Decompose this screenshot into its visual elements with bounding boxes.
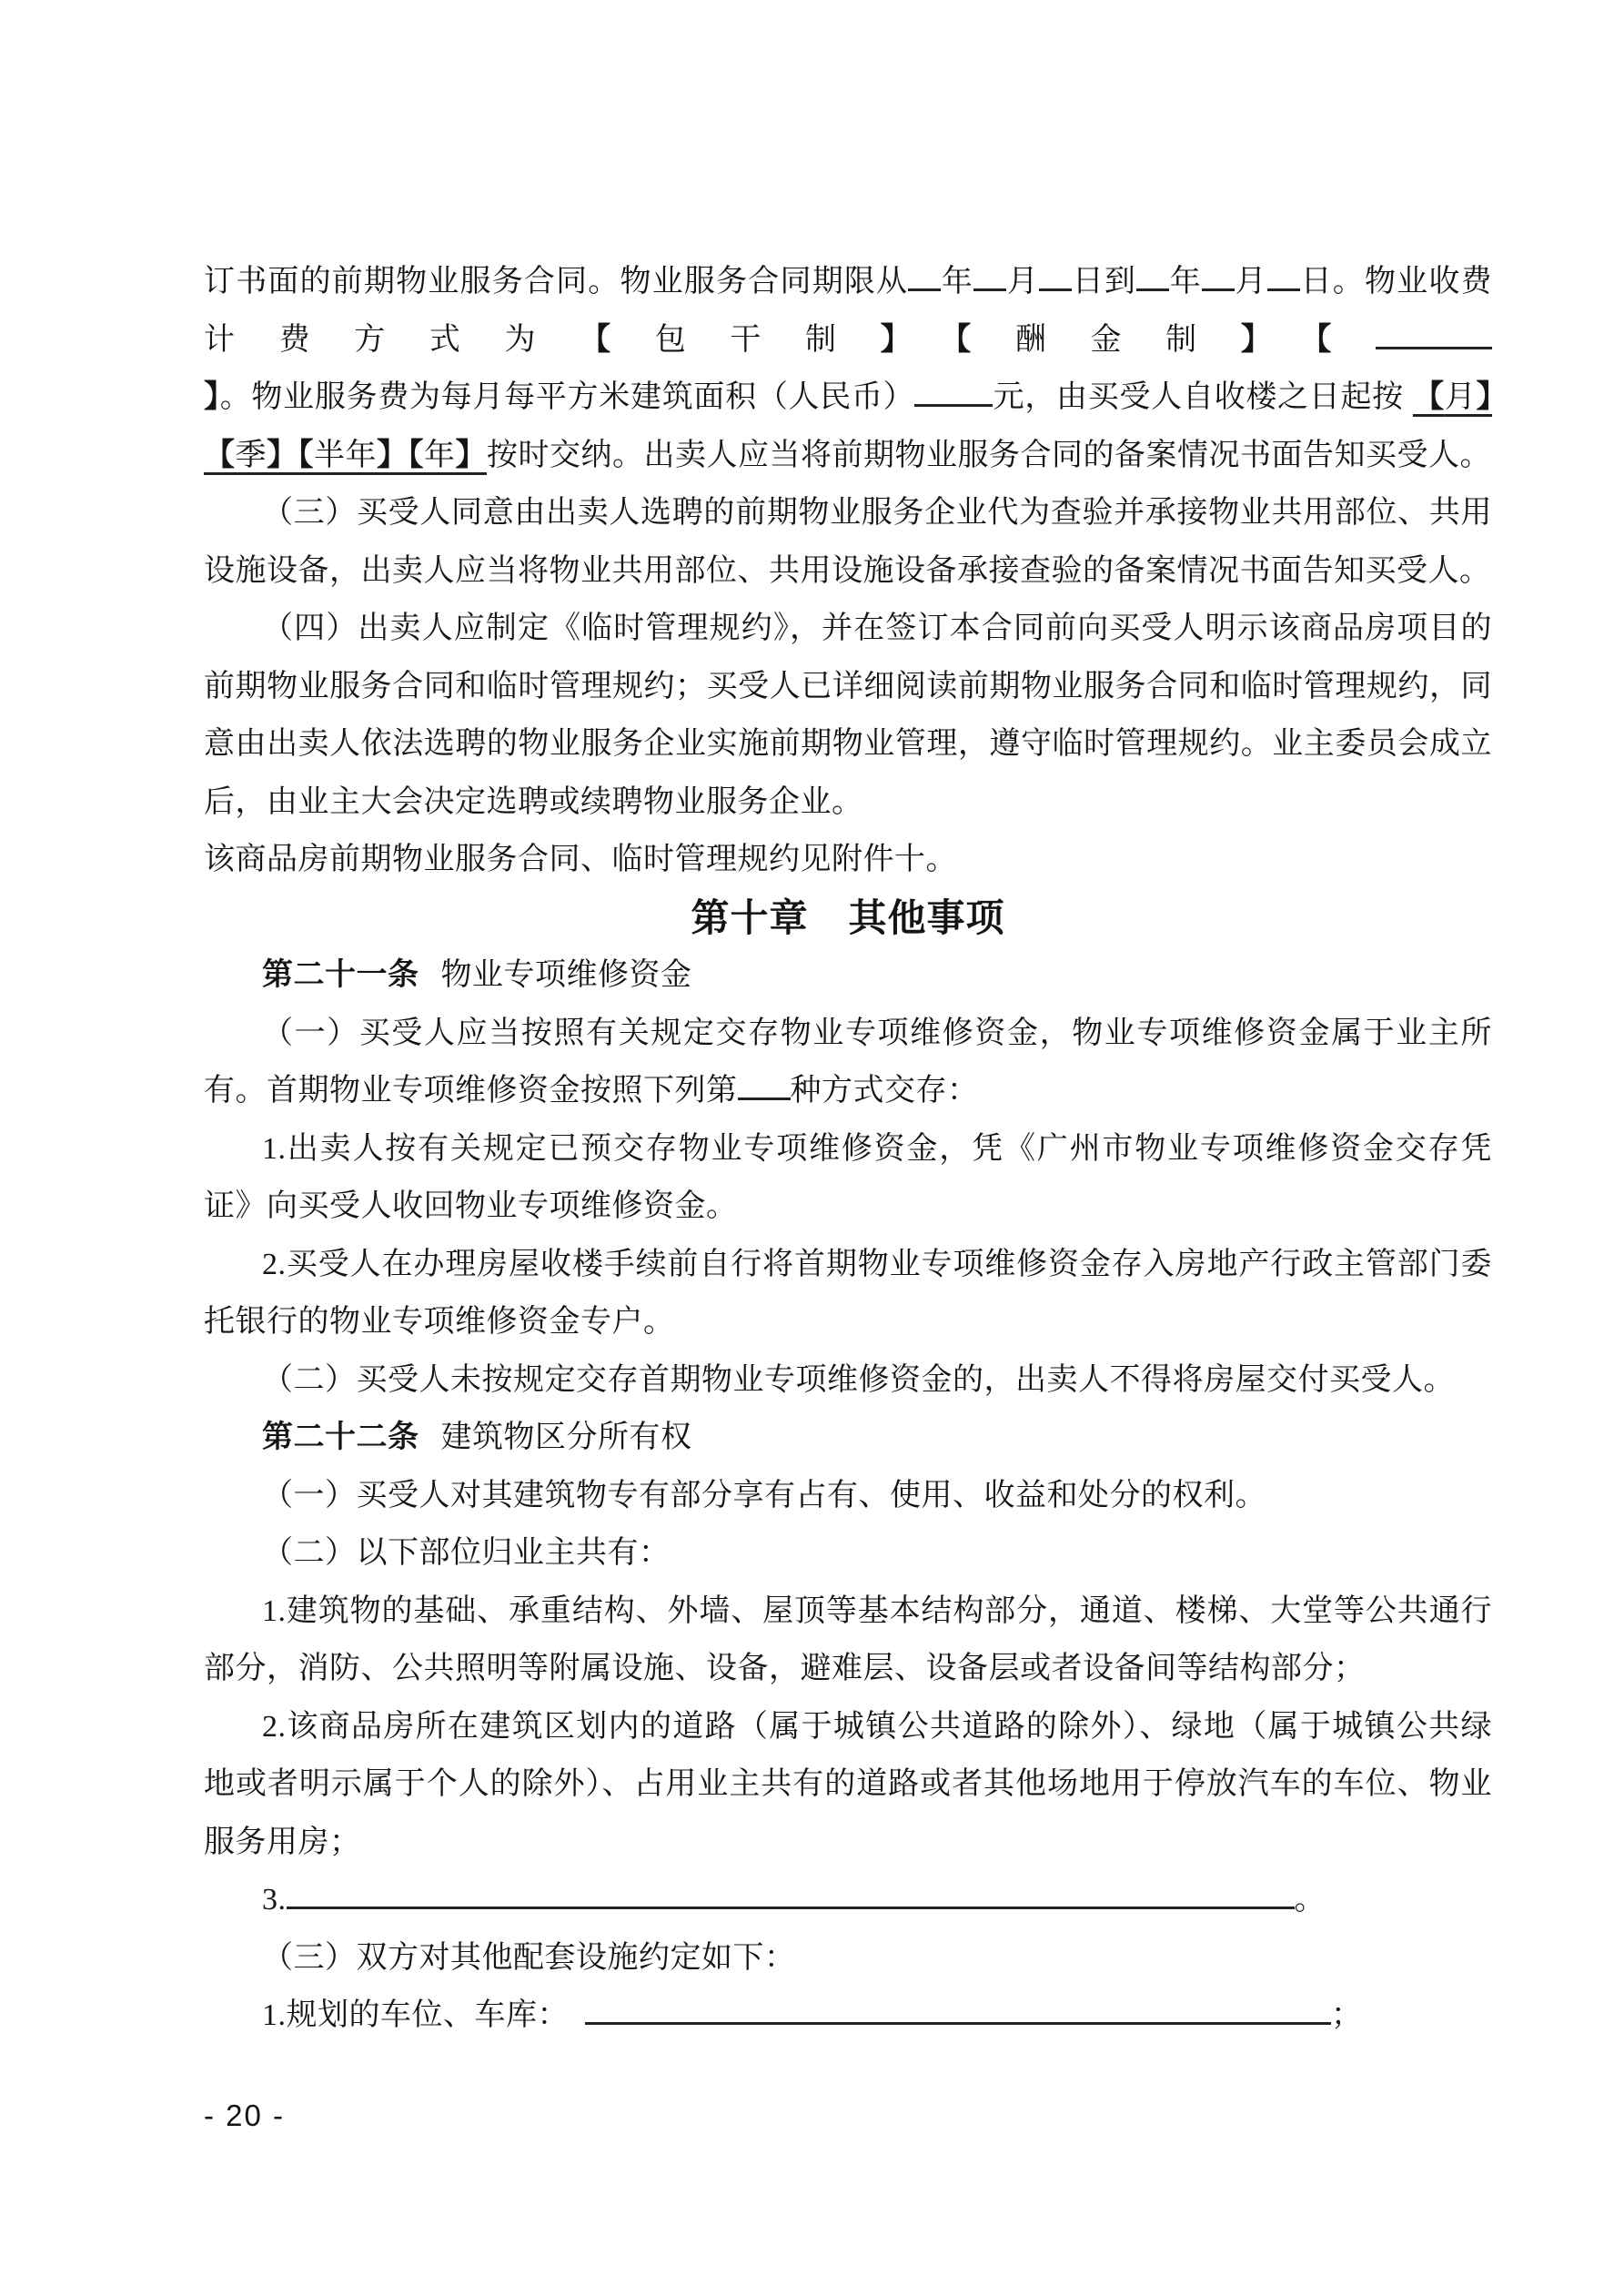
fill-in-blank: [914, 377, 993, 407]
paragraph-item-3-handover-inspection: [204, 484, 1492, 600]
text-run: 2.该商品房所在建筑区划内的道路（属于城镇公共道路的除外）、绿地（属于城镇公共绿地或者明示属于个人的除外）、占用业主共有的道路或者其他场地用于停放汽车的车位、物业服务用房；: [204, 1709, 1492, 1859]
paragraph-21-method-1-seller-predeposit: [204, 1120, 1492, 1236]
text-run: 该商品房前期物业服务合同、临时管理规约见附件十。: [204, 843, 957, 876]
text-run: 】: [455, 437, 487, 472]
text-run: 3.: [262, 1883, 287, 1917]
fill-in-blank: [1376, 319, 1492, 349]
text-run: （二）买受人未按规定交存首期物业专项维修资金的，出卖人不得将房屋交付买受人。: [262, 1362, 1455, 1397]
spacer: [419, 976, 441, 985]
text-run: 季: [235, 438, 267, 472]
fill-in-blank: [738, 1070, 791, 1100]
text-run: ；: [1331, 1998, 1363, 2032]
fill-in-blank: [908, 261, 941, 291]
fill-in-blank: [287, 1879, 1295, 1909]
text-run: 【: [580, 321, 655, 357]
fill-in-blank: [1267, 261, 1300, 291]
text-run: 元，由买受人自收楼之日起按: [993, 380, 1404, 414]
text-run: 月: [1444, 380, 1477, 414]
paragraph-21-item-2-no-delivery: [204, 1351, 1492, 1410]
paragraph-22-facility-1-parking: [204, 1987, 1492, 2045]
text-run: 年: [424, 438, 456, 472]
text-run: 。物业服务费为每月每平方米建筑面积（人民币）: [219, 380, 915, 414]
paragraph-attachment-ten-note: [204, 831, 1492, 889]
text-run: 月: [1006, 265, 1040, 298]
text-run: 【: [1412, 379, 1445, 414]
text-run: 】【: [204, 379, 1493, 472]
paragraph-22-common-2-roads-green: [204, 1698, 1492, 1872]
fill-in-blank: [1202, 261, 1235, 291]
text-run: 种方式交存：: [790, 1074, 979, 1108]
text-run: 】【: [377, 437, 424, 472]
paragraph-22-common-3-blank: [204, 1871, 1492, 1929]
text-run: （一）买受人对其建筑物专有部分享有占有、使用、收益和处分的权利。: [262, 1478, 1266, 1512]
text-run: 半年: [314, 438, 377, 472]
fill-in-blank: [585, 1995, 1331, 2025]
text-run: 按时交纳。出卖人应当将前期物业服务合同的备案情况书面告知买受人。: [487, 438, 1491, 472]
text-run: 1.规划的车位、车库：: [262, 1998, 569, 2032]
paragraph-22-item-2-common-parts: [204, 1524, 1492, 1583]
text-run: （三）双方对其他配套设施约定如下：: [262, 1940, 796, 1975]
text-run: 年: [1169, 265, 1202, 298]
text-run: 】【: [880, 321, 1015, 357]
fill-in-blank: [1136, 261, 1169, 291]
paragraph-property-service-contract-continued: [204, 253, 1492, 484]
text-run: （二）以下部位归业主共有：: [262, 1536, 671, 1570]
text-run: 酬金制: [1014, 322, 1241, 357]
text-run: 订书面的前期物业服务合同。物业服务合同期限从: [204, 265, 909, 298]
spacer: [569, 2016, 585, 2025]
text-run: 日到: [1072, 265, 1137, 298]
text-run: 物业专项维修资金: [440, 958, 692, 992]
text-run: 日。物业收费计费方式为: [204, 265, 1493, 357]
text-run: （四）出卖人应制定《临时管理规约》，并在签订本合同前向买受人明示该商品房项目的前期物业服务合同和临时管理规约；买受人已详细阅读前期物业服务合同和临时管理规约，同意由出卖人依法选聘的物业服务企业实施前期物业管理，遵守临时管理规约。业主委员会成立后，由业主大会决定选聘或续聘物业服务企业。: [204, 612, 1492, 819]
paragraph-22-item-1-exclusive-rights: [204, 1467, 1492, 1525]
fill-in-blank: [1039, 261, 1072, 291]
clause-22-condominium-ownership: [204, 1409, 1492, 1467]
document-body: [204, 253, 1492, 2045]
spacer: [1404, 398, 1413, 407]
paragraph-22-common-1-structure: [204, 1583, 1492, 1698]
paragraph-21-method-2-buyer-deposit: [204, 1236, 1492, 1351]
text-run: 1.出卖人按有关规定已预交存物业专项维修资金，凭《广州市物业专项维修资金交存凭证》向买受人收回物业专项维修资金。: [204, 1131, 1492, 1223]
text-run: 年: [941, 265, 974, 298]
text-run: 】【: [1240, 321, 1376, 357]
page-number: - 20 -: [204, 2099, 286, 2132]
text-run: （一）买受人应当按照有关规定交存物业专项维修资金，物业专项维修资金属于业主所有。首期物业专项维修资金按照下列第: [204, 1016, 1492, 1108]
spacer: [419, 1438, 441, 1447]
paragraph-item-4-temporary-management-rules: [204, 600, 1492, 831]
clause-21-special-maintenance-fund: [204, 946, 1492, 1005]
text-run: 月: [1234, 265, 1267, 298]
text-run: 第十章: [691, 895, 809, 939]
spacer: [809, 922, 849, 931]
text-run: 】: [204, 379, 220, 414]
text-run: 2.买受人在办理房屋收楼手续前自行将首期物业专项维修资金存入房地产行政主管部门委托银行的物业专项维修资金专户。: [204, 1247, 1492, 1339]
text-run: 】【: [267, 437, 314, 472]
clause-number: 第二十二条: [262, 1420, 419, 1454]
paragraph-22-item-3-other-facilities: [204, 1929, 1492, 1988]
fill-in-blank: [973, 261, 1006, 291]
text-run: 其他事项: [848, 895, 1005, 939]
text-run: 包干制: [654, 322, 881, 357]
clause-number: 第二十一条: [262, 957, 419, 992]
text-run: 建筑物区分所有权: [440, 1421, 692, 1454]
paragraph-21-item-1-fund-deposit: [204, 1005, 1492, 1120]
text-run: 。: [1294, 1883, 1326, 1917]
chapter-heading-ten-other-matters: [204, 889, 1492, 947]
text-run: （三）买受人同意由出卖人选聘的前期物业服务企业代为查验并承接物业共用部位、共用设施设备，出卖人应当将物业共用部位、共用设施设备承接查验的备案情况书面告知买受人。: [204, 496, 1492, 588]
text-run: 1.建筑物的基础、承重结构、外墙、屋顶等基本结构部分，通道、楼梯、大堂等公共通行部分，消防、公共照明等附属设施、设备，避难层、设备层或者设备间等结构部分；: [204, 1593, 1492, 1685]
